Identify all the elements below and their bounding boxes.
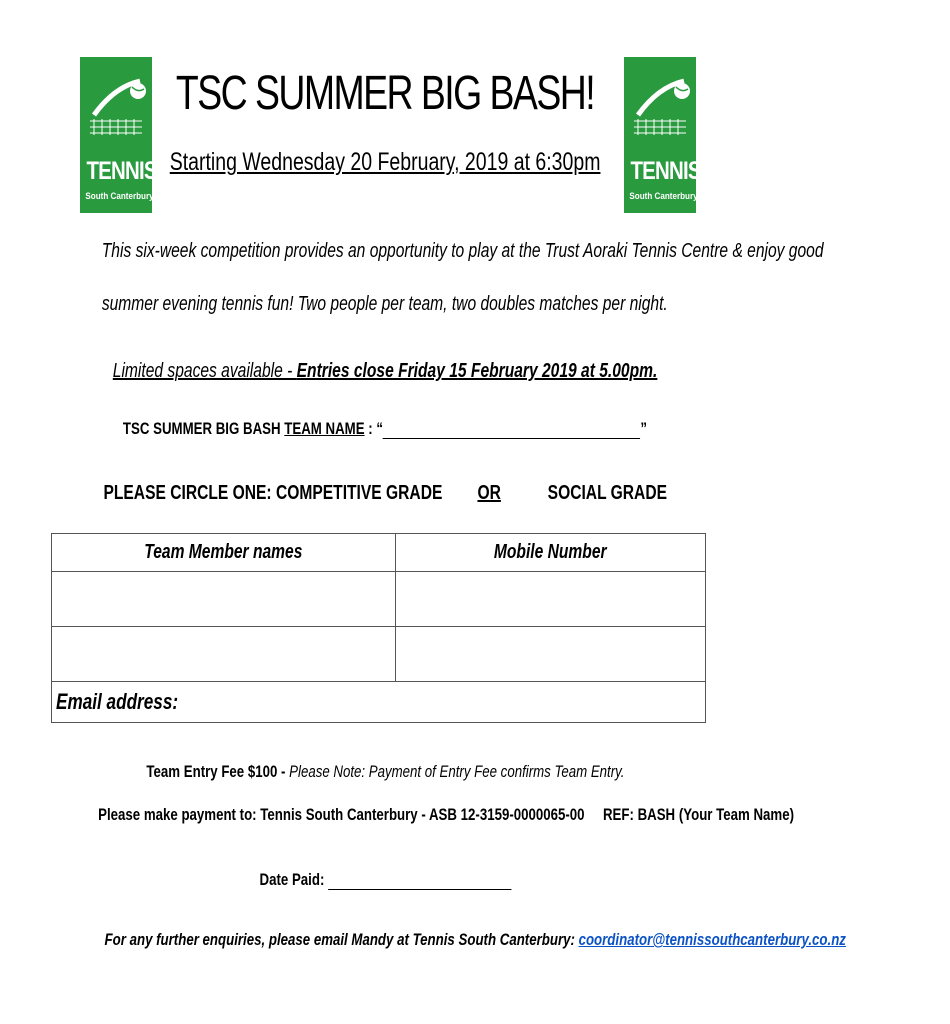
coordinator-email-link[interactable]: coordinator@tennissouthcanterbury.co.nz — [578, 930, 846, 949]
table-row — [52, 572, 706, 627]
enquiry-text: For any further enquiries, please email Mandy at Tennis South Canterbury: — [104, 930, 579, 949]
grade-selection — [0, 482, 770, 505]
logo-brand: TENNIS — [86, 157, 157, 185]
team-name-prefix: TSC SUMMER BIG BASH — [122, 419, 285, 438]
member-name-cell-2[interactable] — [52, 627, 396, 682]
table-row — [52, 627, 706, 682]
limited-spaces-text: Limited spaces available - — [112, 360, 297, 382]
date-paid-input-line[interactable] — [328, 871, 511, 890]
table-header-row — [52, 534, 706, 572]
logo-brand: TENNIS — [630, 157, 701, 185]
intro-line-2 — [0, 293, 770, 316]
entry-fee-note: Please Note: Payment of Entry Fee confirms Team Entry. — [288, 762, 625, 781]
team-name-open-quote: : “ — [364, 419, 384, 438]
entries-close-text: Entries close Friday 15 February 2019 at 5.00pm. — [296, 360, 658, 382]
payment-details — [0, 805, 795, 825]
payment-text: Please make payment to: Tennis South Canterbury - ASB 12-3159-0000065-00 REF: BASH (Your Team Name) — [98, 805, 795, 824]
intro-line-1 — [0, 240, 824, 263]
page-title: TSC SUMMER BIG BASH! — [175, 67, 595, 120]
or-text: OR — [477, 482, 501, 504]
team-name-input-line[interactable] — [383, 420, 640, 439]
start-date-subtitle — [0, 148, 770, 177]
enquiry-line — [0, 930, 846, 950]
intro-text-1: This six-week competition provides an opportunity to play at the Trust Aoraki Tennis Centre & enjoy good — [101, 240, 824, 262]
team-member-table — [51, 533, 706, 723]
col-header-mobile: Mobile Number — [396, 534, 706, 572]
email-row — [52, 682, 706, 723]
entry-fee-line — [0, 762, 770, 782]
intro-text-2: summer evening tennis fun! Two people per team, two doubles matches per night. — [102, 293, 668, 315]
date-paid-label: Date Paid: — [259, 870, 328, 889]
team-name-label: TEAM NAME — [284, 419, 365, 438]
member-name-cell-1[interactable] — [52, 572, 396, 627]
subtitle-text: Starting Wednesday 20 February, 2019 at 6:30pm — [169, 148, 601, 176]
social-grade-option[interactable]: SOCIAL GRADE — [547, 482, 667, 504]
entries-notice — [0, 360, 770, 383]
date-paid-field — [0, 870, 770, 890]
email-address-field[interactable]: Email address: — [52, 682, 706, 723]
logo-region: South Canterbury — [629, 191, 698, 202]
mobile-number-cell-2[interactable] — [396, 627, 706, 682]
team-name-field — [0, 419, 770, 439]
team-name-close-quote: ” — [640, 419, 648, 438]
mobile-number-cell-1[interactable] — [396, 572, 706, 627]
col-header-names: Team Member names — [52, 534, 396, 572]
entry-fee-amount: Team Entry Fee $100 - — [145, 762, 289, 781]
competitive-grade-option[interactable]: PLEASE CIRCLE ONE: COMPETITIVE GRADE — [103, 482, 443, 504]
logo-region: South Canterbury — [85, 191, 154, 202]
